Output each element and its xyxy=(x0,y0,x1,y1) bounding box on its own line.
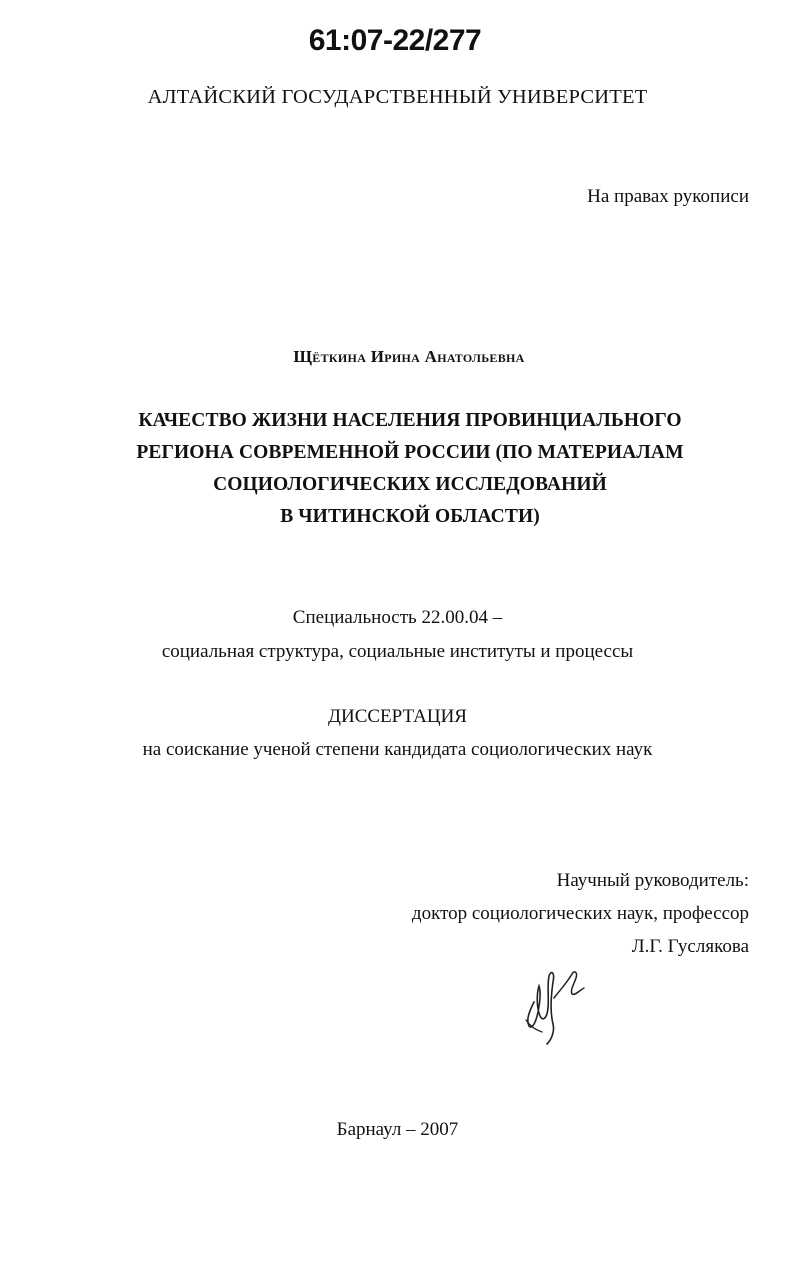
specialty-block xyxy=(0,601,795,669)
specialty-description: социальная структура, социальные институты и процессы xyxy=(161,641,634,662)
dissertation-type: ДИССЕРТАЦИЯ xyxy=(328,706,467,727)
signature-icon xyxy=(520,962,590,1048)
supervisor-degree: доктор социологических наук, профессор xyxy=(411,903,749,924)
university-name: АЛТАЙСКИЙ ГОСУДАРСТВЕННЫЙ УНИВЕРСИТЕТ xyxy=(147,86,648,108)
specialty-code: Специальность 22.00.04 – xyxy=(292,607,503,628)
title-line: В ЧИТИНСКОЙ ОБЛАСТИ) xyxy=(280,506,540,527)
supervisor-label: Научный руководитель: xyxy=(556,870,749,891)
title-line: РЕГИОНА СОВРЕМЕННОЙ РОССИИ (ПО МАТЕРИАЛАМ xyxy=(136,442,684,463)
place-and-year: Барнаул – 2007 xyxy=(336,1119,459,1140)
title-line: СОЦИОЛОГИЧЕСКИХ ИССЛЕДОВАНИЙ xyxy=(213,474,607,495)
dissertation-type-block xyxy=(0,700,795,766)
supervisor-block xyxy=(412,864,749,963)
manuscript-rights-note: На правах рукописи xyxy=(587,186,749,207)
archive-code: 61:07-22/277 xyxy=(308,24,482,57)
dissertation-title xyxy=(100,405,720,533)
author-name: Щёткина Ирина Анатольевна xyxy=(293,347,525,366)
supervisor-name: Л.Г. Гуслякова xyxy=(631,936,749,957)
degree-purpose: на соискание ученой степени кандидата социологических наук xyxy=(142,739,653,760)
title-line: КАЧЕСТВО ЖИЗНИ НАСЕЛЕНИЯ ПРОВИНЦИАЛЬНОГО xyxy=(138,410,682,431)
